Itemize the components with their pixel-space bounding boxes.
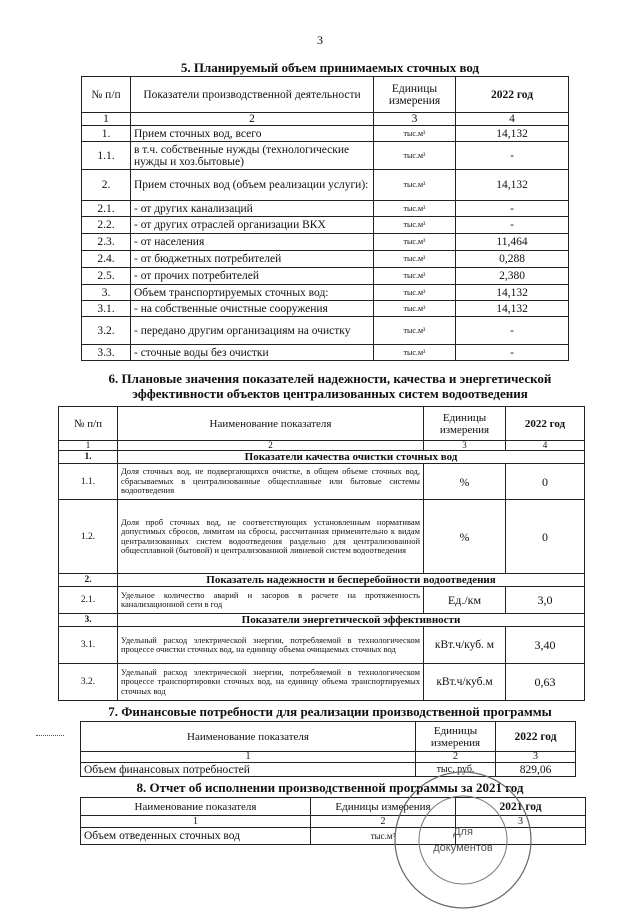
index-cell: 1 <box>81 752 416 763</box>
row-name: Доля сточных вод, не подвергающихся очистке, в общем объеме сточных вод, сбрасываемых в централизованные общесплавные или бытовые системы водоотведения <box>118 464 424 500</box>
index-cell: 4 <box>456 113 569 126</box>
col-header-year: 2022 год <box>456 77 569 113</box>
stamp-inner-ring <box>419 796 507 884</box>
table-row <box>82 317 569 345</box>
reliability-indicators-table <box>58 406 585 701</box>
row-value: - <box>456 201 569 217</box>
row-name: - передано другим организациям на очистку <box>131 317 374 345</box>
row-value: 11,464 <box>456 234 569 251</box>
row-name: - на собственные очистные сооружения <box>131 301 374 317</box>
row-unit: кВт.ч/куб. м <box>424 627 506 664</box>
index-cell: 2 <box>131 113 374 126</box>
row-name: - от других отраслей организации ВКХ <box>131 217 374 234</box>
index-cell: 1 <box>81 816 311 828</box>
row-number: 2.4. <box>82 251 131 268</box>
dotted-margin-mark <box>36 735 64 736</box>
table-row <box>59 587 585 614</box>
table-row <box>82 301 569 317</box>
row-value: 3,0 <box>506 587 585 614</box>
section-7-title: 7. Финансовые потребности для реализации производственной программы <box>108 704 552 719</box>
row-unit: кВт.ч/куб.м <box>424 664 506 701</box>
table-row <box>59 627 585 664</box>
col-header-unit: Единицы измерения <box>424 407 506 441</box>
col-header-unit: Единицы измерения <box>311 798 456 816</box>
row-value: 14,132 <box>456 126 569 142</box>
col-header-indicator: Показатели производственной деятельности <box>131 77 374 113</box>
table-row <box>82 217 569 234</box>
row-name: - сточные воды без очистки <box>131 345 374 361</box>
row-value: - <box>456 345 569 361</box>
col-header-indicator: Наименование показателя <box>81 722 416 752</box>
row-number: 2.2. <box>82 217 131 234</box>
row-number: 2.1. <box>82 201 131 217</box>
row-unit: тыс.м³ <box>374 345 456 361</box>
table-row <box>82 170 569 201</box>
row-number: 2.5. <box>82 268 131 285</box>
row-value: 14,132 <box>456 170 569 201</box>
col-header-unit: Единицы измерения <box>374 77 456 113</box>
stamp-text-line-1: Для <box>453 826 473 838</box>
col-header-indicator: Наименование показателя <box>118 407 424 441</box>
section-6-title-line-2: эффективности объектов централизованных систем водоотведения <box>132 386 528 401</box>
index-row <box>59 441 585 451</box>
table-row <box>82 234 569 251</box>
planned-wastewater-table <box>81 76 569 361</box>
col-header-year: 2022 год <box>506 407 585 441</box>
row-value: - <box>456 217 569 234</box>
group-title: Показатели качества очистки сточных вод <box>118 451 585 464</box>
row-name: Удельное количество аварий и засоров в расчете на протяженность канализационной сети в год <box>118 587 424 614</box>
table-row <box>82 142 569 170</box>
row-name: в т.ч. собственные нужды (технологические нужды и хоз.бытовые) <box>131 142 374 170</box>
row-name: - от других канализаций <box>131 201 374 217</box>
row-number: 2.1. <box>59 587 118 614</box>
row-number: 2. <box>82 170 131 201</box>
table-row <box>82 251 569 268</box>
row-value: 2,380 <box>456 268 569 285</box>
row-name: Объем финансовых потребностей <box>81 763 416 777</box>
row-unit: тыс.м³ <box>374 217 456 234</box>
row-name: Объем отведенных сточных вод <box>81 828 311 845</box>
row-number: 2.3. <box>82 234 131 251</box>
row-unit: тыс.м³ <box>374 126 456 142</box>
row-name: Прием сточных вод (объем реализации услуги): <box>131 170 374 201</box>
section-8-title: 8. Отчет об исполнении производственной программы за 2021 год <box>136 780 524 795</box>
col-header-indicator: Наименование показателя <box>81 798 311 816</box>
row-value: - <box>456 142 569 170</box>
row-name: - от населения <box>131 234 374 251</box>
official-stamp <box>388 765 538 915</box>
row-value: 0,63 <box>506 664 585 701</box>
row-unit: тыс.м³ <box>374 268 456 285</box>
group-title: Показатель надежности и бесперебойности водоотведения <box>118 574 585 587</box>
row-value: 14,132 <box>456 301 569 317</box>
col-header-year: 2022 год <box>496 722 576 752</box>
group-title: Показатели энергетической эффективности <box>118 614 585 627</box>
row-name: Удельный расход электрической энергии, потребляемой в технологическом процессе транспортировки сточных вод, на единицу объема транспортируемых сточных вод <box>118 664 424 701</box>
row-unit: тыс.м³ <box>374 142 456 170</box>
table-header-row <box>82 77 569 113</box>
row-unit: Ед./км <box>424 587 506 614</box>
row-unit: тыс.м³ <box>374 301 456 317</box>
index-cell: 4 <box>506 441 585 451</box>
row-name: - от бюджетных потребителей <box>131 251 374 268</box>
group-number: 1. <box>59 451 118 464</box>
row-name: - от прочих потребителей <box>131 268 374 285</box>
row-number: 3. <box>82 285 131 301</box>
row-number: 3.2. <box>82 317 131 345</box>
table-row <box>82 268 569 285</box>
col-header-number: № п/п <box>59 407 118 441</box>
row-value: 0,288 <box>456 251 569 268</box>
table-row <box>59 500 585 574</box>
group-row <box>59 574 585 587</box>
index-cell: 3 <box>496 752 576 763</box>
row-number: 1.1. <box>82 142 131 170</box>
row-value: 14,132 <box>456 285 569 301</box>
table-row <box>82 285 569 301</box>
index-cell: 2 <box>416 752 496 763</box>
index-cell: 3 <box>456 816 586 828</box>
row-unit: тыс.м³ <box>311 828 456 845</box>
row-number: 3.1. <box>59 627 118 664</box>
table-row <box>82 201 569 217</box>
index-cell: 1 <box>59 441 118 451</box>
index-cell: 2 <box>311 816 456 828</box>
row-value: 829,06 <box>496 763 576 777</box>
row-unit: тыс.м³ <box>374 317 456 345</box>
row-unit: тыс.м³ <box>374 170 456 201</box>
group-number: 2. <box>59 574 118 587</box>
row-unit: тыс.м³ <box>374 251 456 268</box>
row-number: 3.2. <box>59 664 118 701</box>
row-unit: тыс.м³ <box>374 285 456 301</box>
row-name: Объем транспортируемых сточных вод: <box>131 285 374 301</box>
row-value: 3,40 <box>506 627 585 664</box>
row-value: 0 <box>506 500 585 574</box>
table-header-row <box>59 407 585 441</box>
row-unit: % <box>424 500 506 574</box>
stamp-outer-ring <box>395 772 531 908</box>
col-header-number: № п/п <box>82 77 131 113</box>
index-row <box>82 113 569 126</box>
col-header-unit: Единицы измерения <box>416 722 496 752</box>
stamp-text-line-2: документов <box>433 842 493 854</box>
row-number: 3.3. <box>82 345 131 361</box>
table-row <box>82 126 569 142</box>
section-5-title: 5. Планируемый объем принимаемых сточных вод <box>180 60 480 75</box>
row-value: 0 <box>506 464 585 500</box>
row-number: 3.1. <box>82 301 131 317</box>
row-unit: тыс.м³ <box>374 201 456 217</box>
index-row <box>81 752 576 763</box>
index-cell: 3 <box>424 441 506 451</box>
group-row <box>59 614 585 627</box>
row-number: 1.2. <box>59 500 118 574</box>
group-number: 3. <box>59 614 118 627</box>
row-name: Доля проб сточных вод, не соответствующих установленным нормативам допустимых сбросов, лимитам на сбросы, рассчитанная применительно к видам централизованных систем водоотведения раздельно для централизованной общесплавной (бытовой) и централизованной ливневой систем водоотведения <box>118 500 424 574</box>
row-name: Прием сточных вод, всего <box>131 126 374 142</box>
row-unit: тыс. руб. <box>416 763 496 777</box>
section-6-title-line-1: 6. Плановые значения показателей надежности, качества и энергетической <box>108 371 552 386</box>
index-cell: 2 <box>118 441 424 451</box>
row-number: 1.1. <box>59 464 118 500</box>
index-cell: 3 <box>374 113 456 126</box>
row-value: - <box>456 317 569 345</box>
page-number: 3 <box>317 33 323 47</box>
row-unit: тыс.м³ <box>374 234 456 251</box>
table-header-row <box>81 722 576 752</box>
index-cell: 1 <box>82 113 131 126</box>
table-row <box>82 345 569 361</box>
row-name: Удельный расход электрической энергии, потребляемой в технологическом процессе очистки сточных вод, на единицу объема очищаемых сточных вод <box>118 627 424 664</box>
col-header-year: 2021 год <box>456 798 586 816</box>
group-row <box>59 451 585 464</box>
table-row <box>59 664 585 701</box>
row-number: 1. <box>82 126 131 142</box>
table-row <box>59 464 585 500</box>
row-unit: % <box>424 464 506 500</box>
